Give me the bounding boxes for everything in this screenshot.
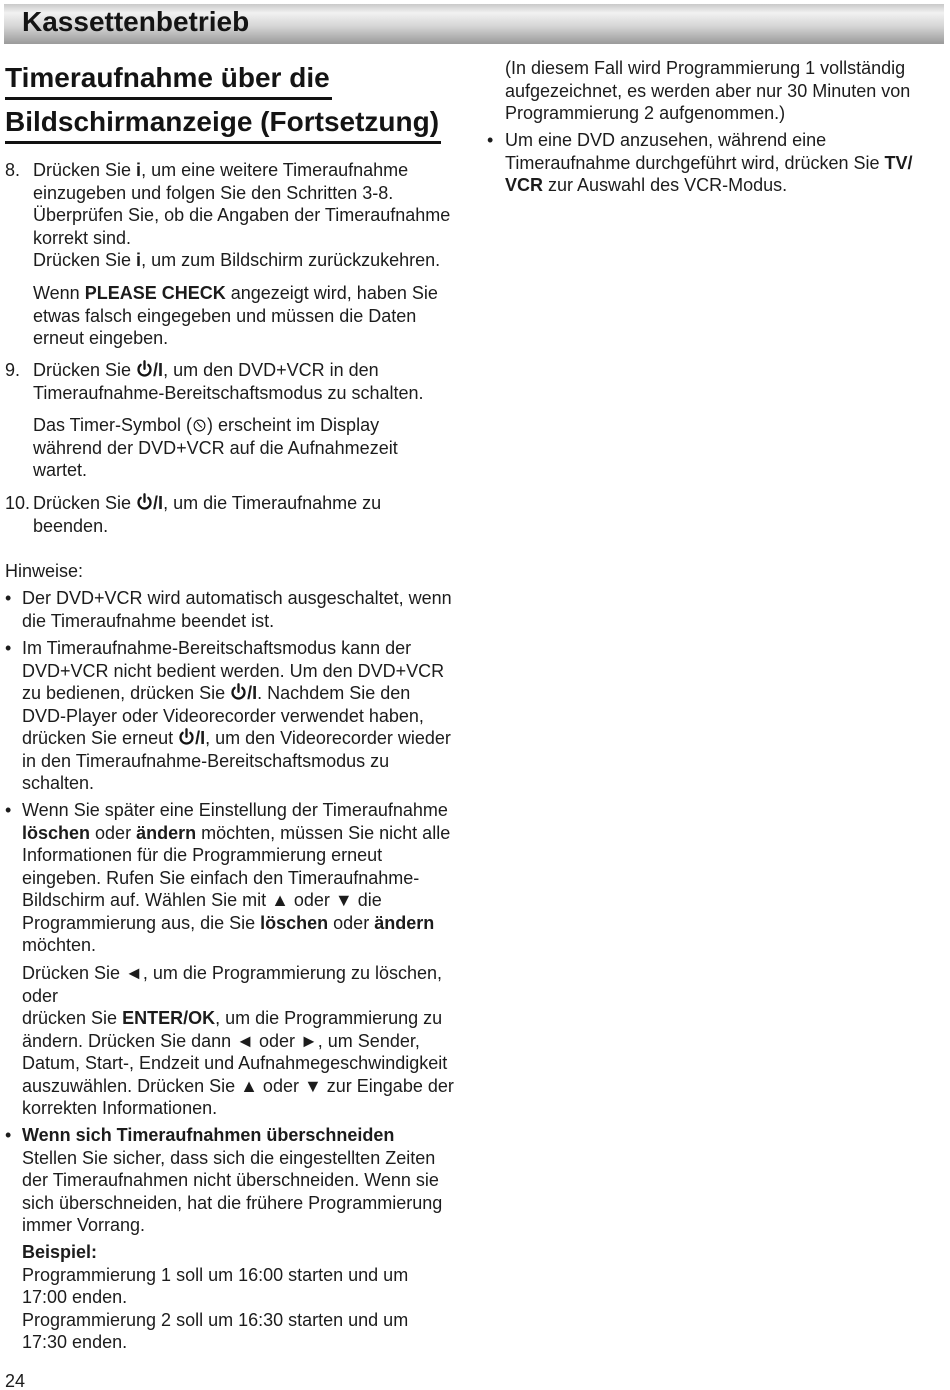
text-run: . Nachdem Sie den DVD-Player oder Videorecorder verwendet haben, drücken Sie erneut	[22, 683, 424, 748]
bullet-marker: •	[5, 1125, 12, 1145]
section-title-line-1: Timeraufnahme über die	[5, 60, 332, 100]
bold-text: i	[136, 160, 142, 180]
text-run: (In diesem Fall wird Programmierung 1 vollständig aufgezeichnet, es werden aber nur 30 Minuten von Programmierung 2 aufgenommen.)	[505, 58, 911, 123]
bold-text: löschen	[260, 912, 329, 933]
step-note	[33, 414, 398, 482]
text-run: , um zum Bildschirm zurückzukehren.	[141, 250, 441, 270]
section-title-line-2: Bildschirmanzeige (Fortsetzung)	[5, 104, 441, 144]
text-run: Das Timer-Symbol (	[33, 415, 193, 435]
bullet-marker: •	[487, 130, 494, 150]
bold-text: Wenn sich Timeraufnahmen überschneiden	[22, 1125, 395, 1145]
text-run: , um die Programmierung zu ändern. Drücken Sie dann ◄ oder ►, um Sender, Datum, Start-, Endzeit und Aufnahmegeschwindigkeit auszuwählen. Drücken Sie ▲ oder ▼ zur Eingabe der korrekten Informationen.	[22, 1008, 454, 1118]
text-run: ) erscheint im Display während der DVD+VCR auf die Aufnahmezeit wartet.	[33, 415, 398, 480]
text-run: Drücken Sie	[33, 360, 137, 380]
note-item	[505, 129, 913, 197]
step-number: 8.	[5, 160, 21, 180]
bold-text: ändern	[374, 912, 435, 933]
note-item	[22, 587, 452, 632]
text-run: , um eine weitere Timeraufnahme einzugeben und folgen Sie den Schritten 3-8. Überprüfen Sie, ob die Angaben der Timeraufnahme korrekt sind. Drücken Sie	[33, 160, 451, 270]
power-icon	[136, 360, 153, 377]
step-text	[33, 492, 381, 537]
text-run: Um eine DVD anzusehen, während eine Timeraufnahme durchgeführt wird, drücken Sie	[505, 130, 880, 173]
text-run: Wenn Sie später eine Einstellung der Timeraufnahme	[22, 800, 448, 820]
step-note	[33, 282, 438, 350]
text-run: oder	[328, 912, 375, 933]
bullet-marker: •	[5, 588, 12, 608]
text-run: Im Timeraufnahme-Bereitschaftsmodus kann der DVD+VCR nicht bedient werden. Um den DVD+VCR zu bedienen, drücken Sie	[22, 638, 445, 703]
bold-text: ENTER/OK	[122, 1008, 216, 1028]
power-icon	[136, 493, 153, 510]
text-run: , um die Timeraufnahme zu beenden.	[33, 493, 382, 536]
text-run: oder	[90, 822, 137, 843]
step-number: 10.	[5, 493, 31, 513]
note-item-example	[22, 1241, 408, 1354]
bold-text: löschen	[22, 822, 91, 843]
bold-text: TV/ VCR	[505, 152, 913, 195]
text-run: Stellen Sie sicher, dass sich die eingestellten Zeiten der Timeraufnahmen nicht überschneiden. Wenn sie sich überschneiden, hat die frühere Programmierung immer Vorrang.	[22, 1147, 443, 1235]
text-run: Drücken Sie	[33, 160, 137, 180]
note-item	[22, 799, 450, 957]
text-run: zur Auswahl des VCR-Modus.	[543, 175, 788, 195]
text-run: Wenn	[33, 283, 85, 303]
bullet-marker: •	[5, 800, 12, 820]
step-text	[33, 359, 424, 404]
step-text	[33, 159, 450, 272]
text-run: Programmierung 1 soll um 16:00 starten und um 17:00 enden. Programmierung 2 soll um 16:30 starten und um 17:30 enden.	[22, 1264, 409, 1352]
text-run: angezeigt wird, haben Sie etwas falsch eingegeben und müssen die Daten erneut eingeben.	[33, 283, 438, 348]
page-number: 24	[5, 1371, 26, 1390]
note-item	[22, 1124, 442, 1237]
bold-text: PLEASE CHECK	[84, 283, 226, 303]
bold-text: Beispiel:	[22, 1242, 98, 1262]
step-number: 9.	[5, 360, 21, 380]
note-item-detail	[22, 962, 454, 1120]
bold-text: /I	[153, 493, 164, 513]
text-run: , um den DVD+VCR in den Timeraufnahme-Bereitschaftsmodus zu schalten.	[33, 360, 424, 403]
timer-clock-icon	[193, 419, 206, 432]
notes-heading: Hinweise:	[5, 561, 84, 581]
chapter-header-bar	[4, 4, 944, 44]
text-run: Der DVD+VCR wird automatisch ausgeschaltet, wenn die Timeraufnahme beendet ist.	[22, 588, 452, 631]
chapter-title: Kassettenbetrieb	[22, 6, 250, 37]
continuation-text	[505, 57, 910, 125]
bold-text: /I	[153, 360, 164, 380]
bullet-marker: •	[5, 638, 12, 658]
text-run: möchten, müssen Sie nicht alle Informationen für die Programmierung erneut eingeben. Rufen Sie einfach den Timeraufnahme- Bildschirm auf. Wählen Sie mit ▲ oder ▼ die Programmierung aus, die Sie	[22, 822, 451, 933]
text-run: Drücken Sie	[33, 493, 137, 513]
power-icon	[230, 683, 247, 700]
text-run: Drücken Sie ◄, um die Programmierung zu löschen, oder drücken Sie	[22, 963, 442, 1028]
bold-text: ändern	[136, 822, 197, 843]
bold-text: /I	[247, 683, 258, 703]
bold-text: i	[136, 250, 142, 270]
bold-text: /I	[195, 728, 206, 748]
power-icon	[178, 728, 195, 745]
note-item	[22, 637, 451, 795]
text-run: , um den Videorecorder wieder in den Timeraufnahme-Bereitschaftsmodus zu schalten.	[22, 728, 451, 793]
text-run: möchten.	[22, 935, 97, 955]
